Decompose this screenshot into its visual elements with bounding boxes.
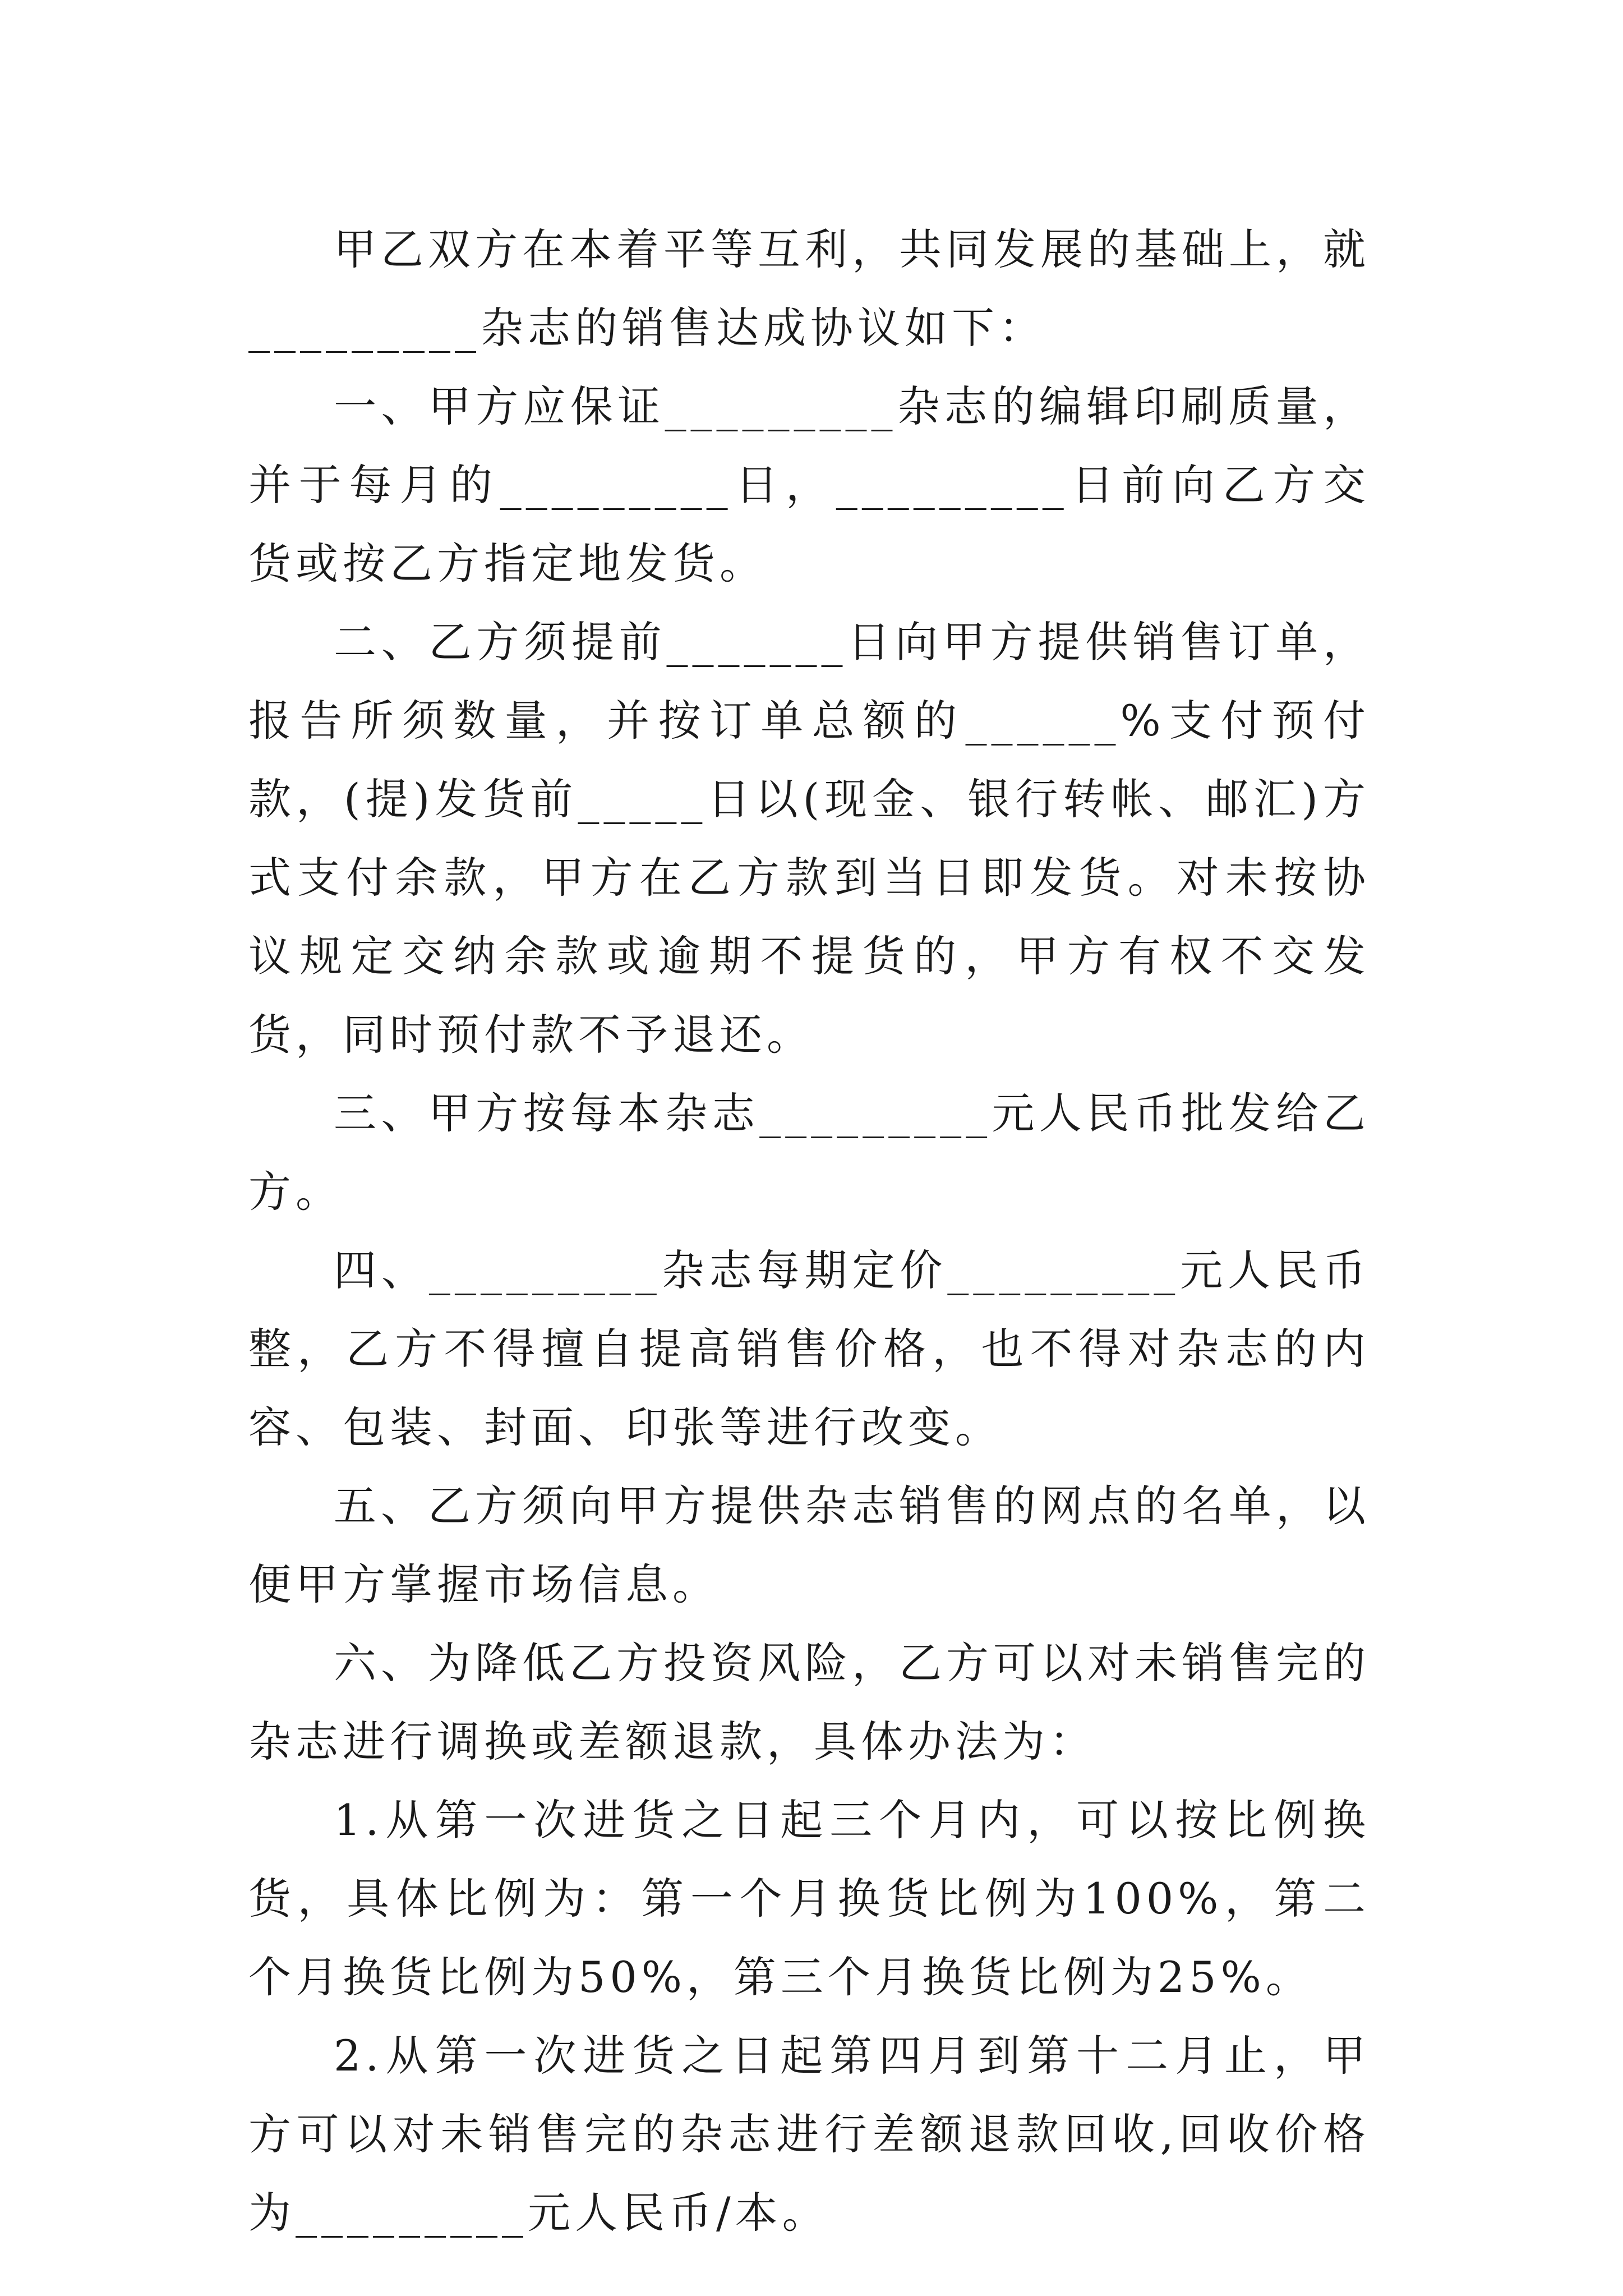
paragraph-clause-3: 三、甲方按每本杂志_________元人民币批发给乙方。 (248, 1088, 1370, 1217)
paragraph-clause-1: 一、甲方应保证_________杂志的编辑印刷质量，并于每月的_________日，_________日前向乙方交货或按乙方指定地发货。 (248, 381, 1370, 588)
paragraph-clause-6: 六、为降低乙方投资风险，乙方可以对未销售完的杂志进行调换或差额退款，具体办法为： (248, 1638, 1370, 1766)
paragraph-clause-5: 五、乙方须向甲方提供杂志销售的网点的名单，以便甲方掌握市场信息。 (248, 1481, 1370, 1609)
paragraph-clause-4: 四、_________杂志每期定价_________元人民币整，乙方不得擅自提高销售价格，也不得对杂志的内容、包装、封面、印张等进行改变。 (248, 1245, 1370, 1452)
paragraph-clause-2: 二、乙方须提前_______日向甲方提供销售订单，报告所须数量，并按订单总额的______%支付预付款，(提)发货前_____日以(现金、银行转帐、邮汇)方式支付余款，甲方在乙方款到当日即发货。对未按协议规定交纳余款或逾期不提货的，甲方有权不交发货，同时预付款不予退还。 (248, 617, 1370, 1060)
paragraph-sub-item-1: 1.从第一次进货之日起三个月内，可以按比例换货，具体比例为：第一个月换货比例为100%，第二个月换货比例为50%，第三个月换货比例为25%。 (248, 1795, 1370, 2002)
paragraph-intro: 甲乙双方在本着平等互利，共同发展的基础上，就_________杂志的销售达成协议如下： (248, 224, 1370, 353)
document-body (248, 210, 1370, 2252)
paragraph-sub-item-2: 2.从第一次进货之日起第四月到第十二月止，甲方可以对未销售完的杂志进行差额退款回收,回收价格为_________元人民币/本。 (248, 2031, 1370, 2238)
